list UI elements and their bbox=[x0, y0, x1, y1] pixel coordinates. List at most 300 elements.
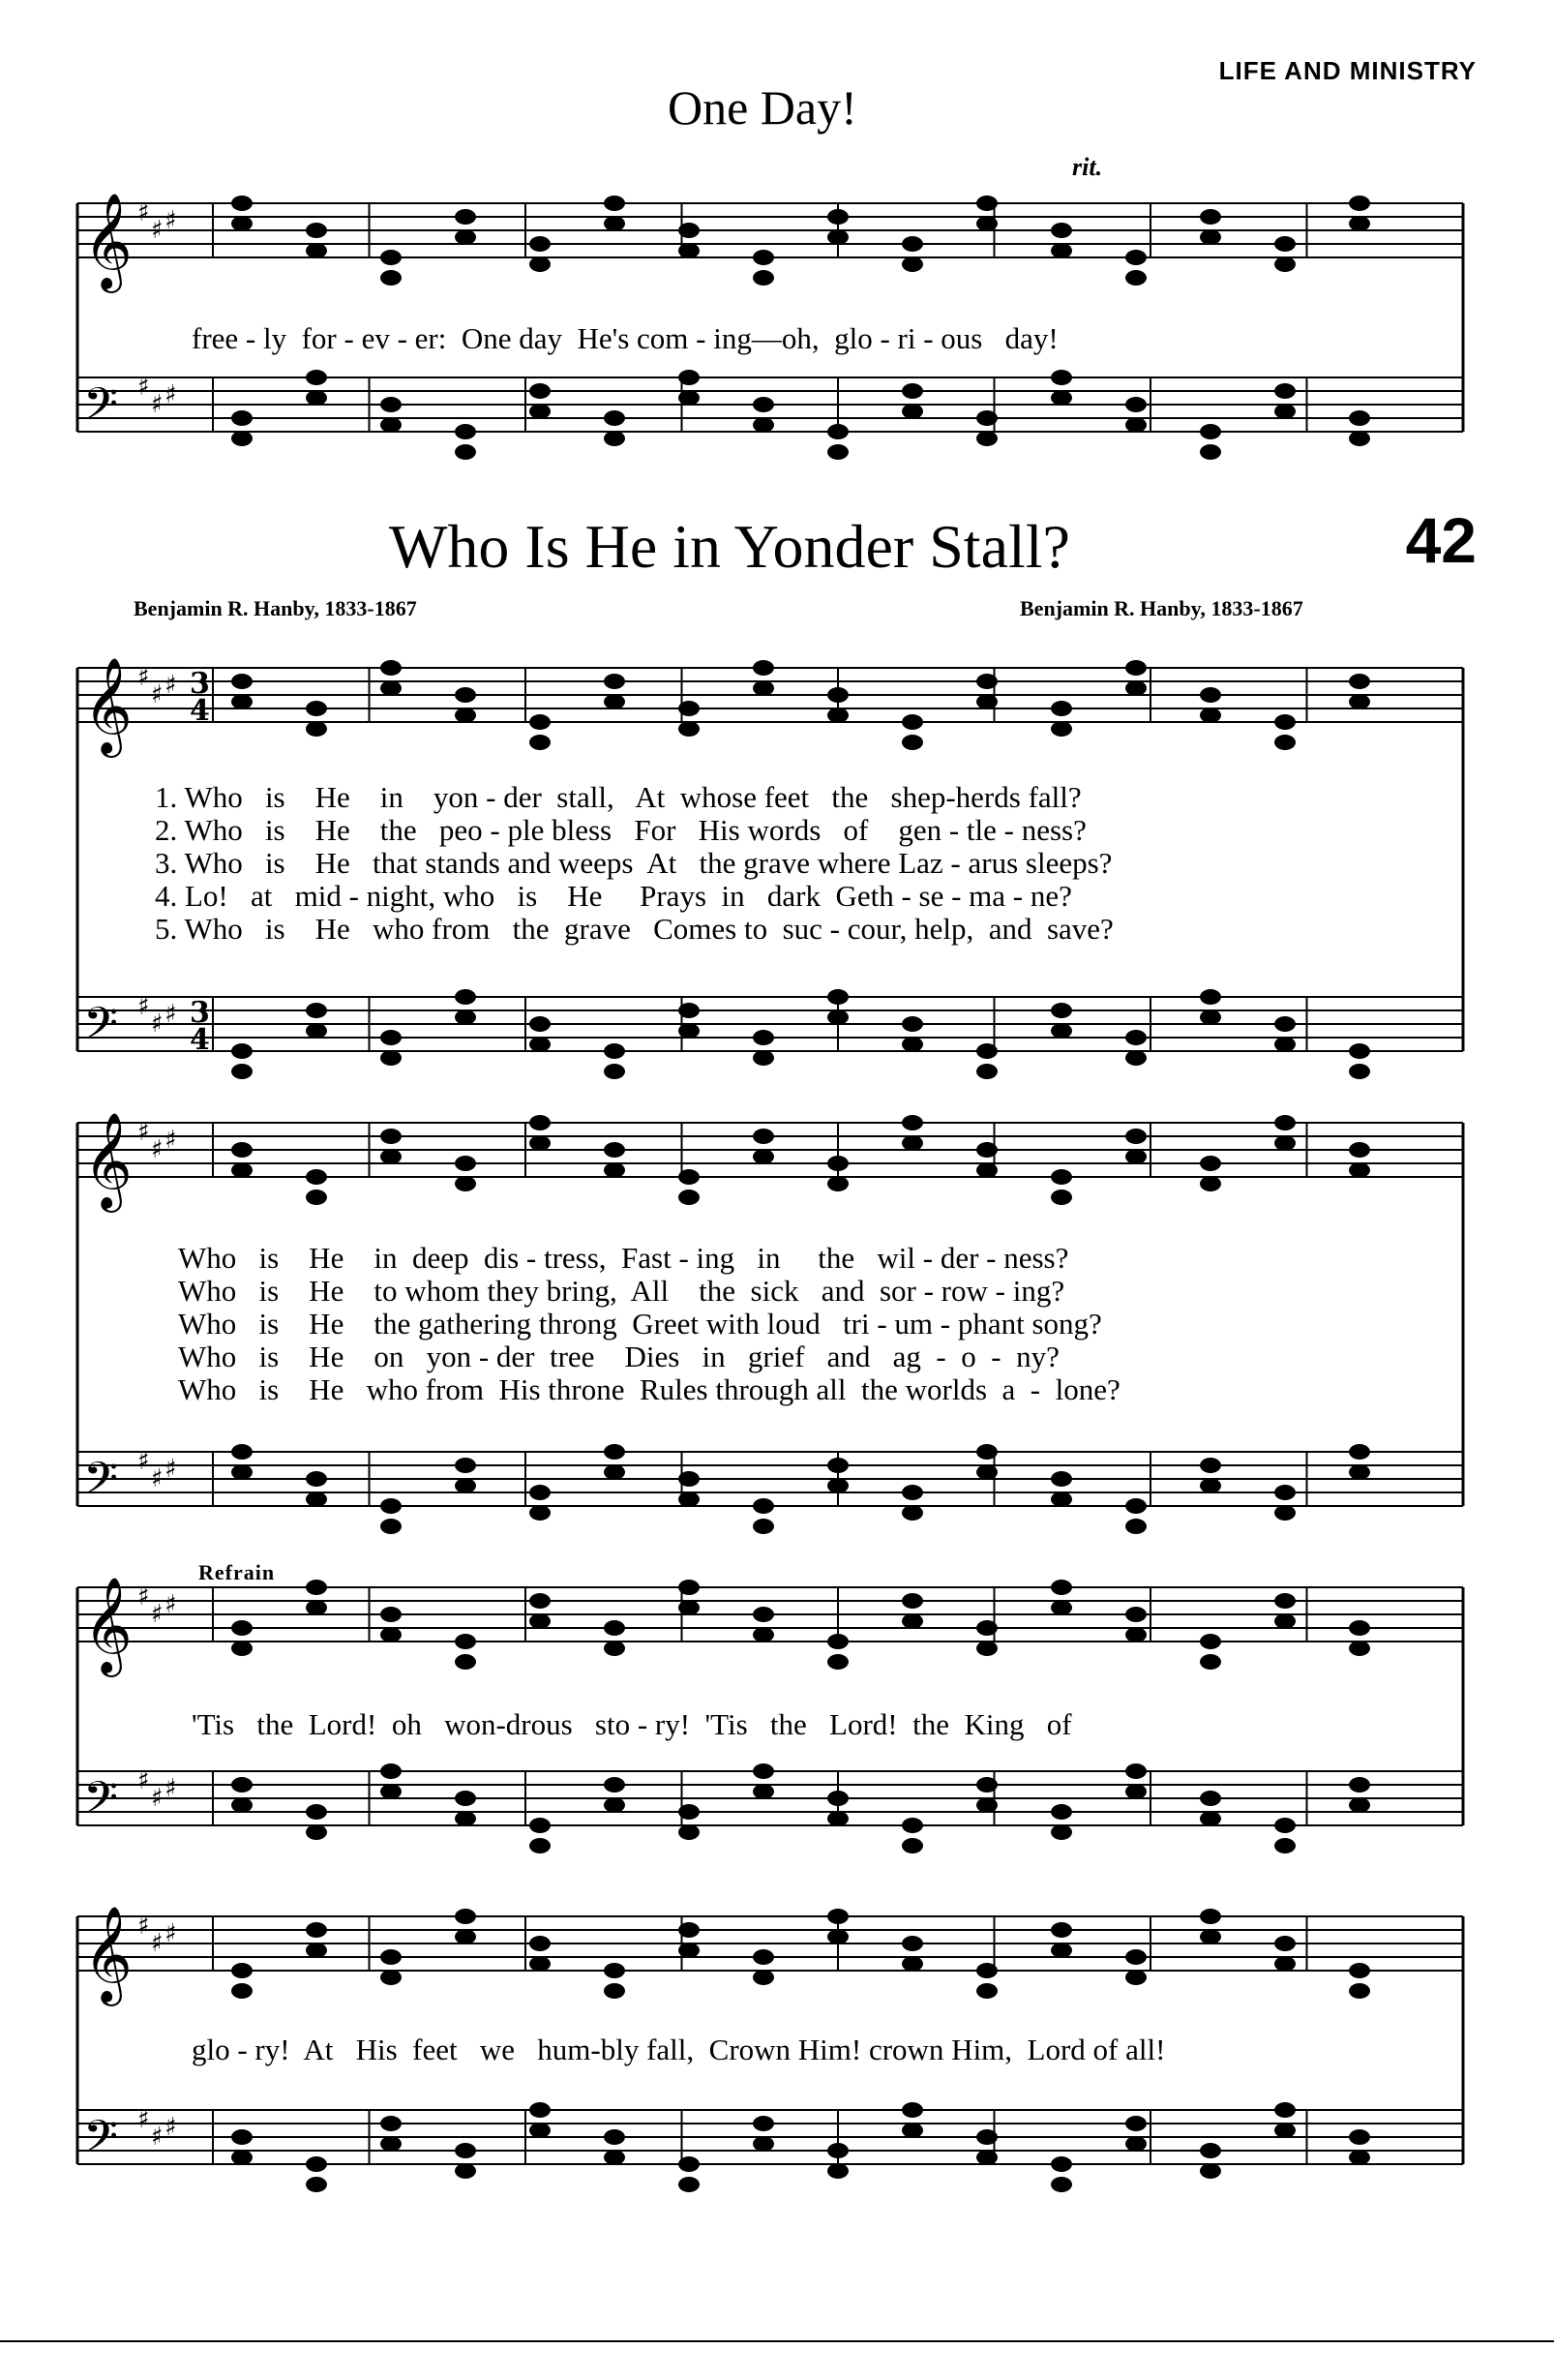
note-head bbox=[1125, 1519, 1147, 1534]
note-head bbox=[1349, 410, 1370, 426]
note-head bbox=[604, 1641, 625, 1656]
note-head bbox=[902, 714, 923, 730]
note-head bbox=[1200, 1791, 1221, 1806]
note-head bbox=[1274, 1818, 1296, 1833]
note-head bbox=[455, 708, 476, 723]
note-head bbox=[1274, 1037, 1296, 1052]
sharp-icon: ♯ bbox=[164, 1000, 177, 1029]
note-head bbox=[678, 223, 700, 238]
note-head bbox=[455, 989, 476, 1005]
note-head bbox=[976, 2129, 998, 2145]
note-head bbox=[380, 1050, 402, 1066]
note-head bbox=[678, 1824, 700, 1840]
note-head bbox=[902, 735, 923, 750]
treble-clef-icon: 𝄞 bbox=[83, 1906, 133, 2003]
note-head bbox=[827, 1654, 849, 1670]
note-head bbox=[231, 1963, 253, 1978]
note-head bbox=[455, 1478, 476, 1493]
note-head bbox=[1274, 735, 1296, 750]
note-head bbox=[604, 2150, 625, 2165]
note-head bbox=[902, 383, 923, 399]
sharp-icon: ♯ bbox=[137, 1766, 150, 1795]
note-head bbox=[753, 2116, 774, 2131]
note-head bbox=[380, 1627, 402, 1642]
note-head bbox=[678, 1491, 700, 1507]
note-head bbox=[604, 1797, 625, 1813]
note-head bbox=[753, 270, 774, 286]
sharp-icon: ♯ bbox=[164, 1919, 177, 1948]
note-head bbox=[455, 1909, 476, 1924]
previous-hymn-title: One Day! bbox=[668, 80, 857, 135]
note-head bbox=[529, 1115, 551, 1130]
note-head bbox=[380, 1784, 402, 1799]
note-head bbox=[678, 1003, 700, 1018]
note-head bbox=[976, 1464, 998, 1480]
note-head bbox=[753, 250, 774, 265]
note-head bbox=[827, 989, 849, 1005]
note-head bbox=[231, 694, 253, 709]
note-head bbox=[902, 1016, 923, 1032]
note-head bbox=[529, 1485, 551, 1500]
note-head bbox=[1349, 1064, 1370, 1079]
note-head bbox=[1200, 1009, 1221, 1025]
note-head bbox=[1125, 1784, 1147, 1799]
note-head bbox=[753, 1129, 774, 1144]
note-head bbox=[976, 1797, 998, 1813]
note-head bbox=[1125, 1970, 1147, 1985]
bass-clef-icon: 𝄢 bbox=[83, 2111, 119, 2174]
note-head bbox=[1200, 1929, 1221, 1944]
note-head bbox=[976, 694, 998, 709]
note-head bbox=[529, 1936, 551, 1951]
note-head bbox=[306, 2156, 327, 2172]
refrain-line-1: 'Tis the Lord! oh won-drous sto - ry! 'Tis the Lord! the King of bbox=[192, 1707, 1072, 1741]
note-head bbox=[1051, 721, 1072, 737]
note-head bbox=[380, 1149, 402, 1164]
note-head bbox=[455, 229, 476, 245]
note-head bbox=[678, 243, 700, 258]
note-head bbox=[1274, 1485, 1296, 1500]
note-head bbox=[753, 417, 774, 433]
note-head bbox=[231, 216, 253, 231]
note-head bbox=[1051, 1804, 1072, 1820]
note-head bbox=[902, 1115, 923, 1130]
note-head bbox=[306, 1580, 327, 1595]
note-head bbox=[902, 1936, 923, 1951]
note-head bbox=[306, 1943, 327, 1958]
sharp-icon: ♯ bbox=[137, 1118, 150, 1147]
note-head bbox=[753, 1498, 774, 1514]
note-head bbox=[529, 1818, 551, 1833]
note-head bbox=[902, 1818, 923, 1833]
bass-clef-icon: 𝄢 bbox=[83, 998, 119, 1061]
note-head bbox=[678, 1922, 700, 1938]
note-head bbox=[380, 1498, 402, 1514]
note-head bbox=[753, 1149, 774, 1164]
note-head bbox=[306, 2177, 327, 2192]
note-head bbox=[1051, 701, 1072, 716]
note-head bbox=[902, 2123, 923, 2138]
note-head bbox=[455, 424, 476, 439]
note-head bbox=[753, 2136, 774, 2152]
note-head bbox=[753, 1970, 774, 1985]
note-head bbox=[231, 1043, 253, 1059]
note-head bbox=[455, 1654, 476, 1670]
note-head bbox=[231, 2129, 253, 2145]
note-head bbox=[455, 1929, 476, 1944]
note-head bbox=[1349, 1641, 1370, 1656]
note-head bbox=[678, 1580, 700, 1595]
note-head bbox=[753, 1030, 774, 1045]
note-head bbox=[902, 1593, 923, 1609]
note-head bbox=[306, 1023, 327, 1039]
note-head bbox=[231, 1641, 253, 1656]
note-head bbox=[976, 1963, 998, 1978]
note-head bbox=[529, 1135, 551, 1151]
note-head bbox=[1051, 370, 1072, 385]
note-head bbox=[231, 1064, 253, 1079]
note-head bbox=[1200, 1156, 1221, 1171]
note-head bbox=[529, 383, 551, 399]
note-head bbox=[604, 216, 625, 231]
note-head bbox=[231, 2150, 253, 2165]
note-head bbox=[1274, 256, 1296, 272]
note-head bbox=[902, 1838, 923, 1853]
treble-clef-icon: 𝄞 bbox=[83, 657, 133, 754]
note-head bbox=[1200, 424, 1221, 439]
note-head bbox=[678, 2177, 700, 2192]
note-head bbox=[1349, 2150, 1370, 2165]
note-head bbox=[1200, 1654, 1221, 1670]
note-head bbox=[827, 1009, 849, 1025]
note-head bbox=[604, 196, 625, 211]
note-head bbox=[1274, 1936, 1296, 1951]
note-head bbox=[455, 1634, 476, 1649]
note-head bbox=[827, 1478, 849, 1493]
note-head bbox=[529, 1956, 551, 1972]
note-head bbox=[455, 1176, 476, 1191]
note-head bbox=[604, 1464, 625, 1480]
time-signature: 3 bbox=[190, 667, 210, 701]
note-head bbox=[1349, 216, 1370, 231]
note-head bbox=[380, 1949, 402, 1965]
note-head bbox=[1200, 444, 1221, 460]
bass-clef-icon: 𝄢 bbox=[83, 1772, 119, 1835]
note-head bbox=[1125, 680, 1147, 696]
note-head bbox=[1051, 223, 1072, 238]
note-head bbox=[753, 1627, 774, 1642]
note-head bbox=[604, 1963, 625, 1978]
note-head bbox=[380, 2136, 402, 2152]
note-head bbox=[1125, 2116, 1147, 2131]
note-head bbox=[380, 417, 402, 433]
note-head bbox=[678, 721, 700, 737]
note-head bbox=[529, 256, 551, 272]
note-head bbox=[1125, 1763, 1147, 1779]
note-head bbox=[380, 2116, 402, 2131]
note-head bbox=[1125, 1129, 1147, 1144]
note-head bbox=[604, 1162, 625, 1178]
note-head bbox=[231, 431, 253, 446]
sharp-icon: ♯ bbox=[137, 198, 150, 227]
note-head bbox=[1200, 687, 1221, 703]
note-head bbox=[604, 1444, 625, 1460]
sharp-icon: ♯ bbox=[151, 1600, 164, 1629]
note-head bbox=[306, 1169, 327, 1185]
note-head bbox=[1125, 1498, 1147, 1514]
note-head bbox=[1051, 243, 1072, 258]
note-head bbox=[1349, 674, 1370, 689]
note-head bbox=[678, 1169, 700, 1185]
note-head bbox=[1349, 1444, 1370, 1460]
tempo-marking: rit. bbox=[1072, 153, 1103, 181]
note-head bbox=[753, 1763, 774, 1779]
note-head bbox=[1349, 1983, 1370, 1999]
note-head bbox=[380, 1519, 402, 1534]
note-head bbox=[1274, 1956, 1296, 1972]
sharp-icon: ♯ bbox=[151, 1464, 164, 1493]
note-head bbox=[1349, 1777, 1370, 1793]
note-head bbox=[1274, 1838, 1296, 1853]
sharp-icon: ♯ bbox=[164, 1126, 177, 1155]
note-head bbox=[1125, 270, 1147, 286]
note-head bbox=[1125, 1627, 1147, 1642]
note-head bbox=[1274, 2102, 1296, 2118]
previous-hymn-lyric: free - ly for - ev - er: One day He's com - ing—oh, glo - ri - ous day! bbox=[192, 321, 1059, 355]
refrain-line-2: glo - ry! At His feet we hum-bly fall, Crown Him! crown Him, Lord of all! bbox=[192, 2033, 1166, 2066]
note-head bbox=[455, 1009, 476, 1025]
note-head bbox=[306, 1922, 327, 1938]
note-head bbox=[1125, 250, 1147, 265]
sharp-icon: ♯ bbox=[164, 206, 177, 235]
note-head bbox=[827, 2143, 849, 2158]
note-head bbox=[902, 1135, 923, 1151]
note-head bbox=[1200, 1176, 1221, 1191]
note-head bbox=[827, 1791, 849, 1806]
note-head bbox=[1200, 1634, 1221, 1649]
note-head bbox=[1200, 708, 1221, 723]
note-head bbox=[380, 660, 402, 676]
note-head bbox=[529, 735, 551, 750]
note-head bbox=[529, 236, 551, 252]
note-head bbox=[306, 701, 327, 716]
note-head bbox=[902, 1037, 923, 1052]
note-head bbox=[678, 390, 700, 406]
note-head bbox=[976, 410, 998, 426]
note-head bbox=[380, 1607, 402, 1622]
note-head bbox=[380, 250, 402, 265]
note-head bbox=[902, 404, 923, 419]
note-head bbox=[976, 1777, 998, 1793]
note-head bbox=[753, 397, 774, 412]
note-head bbox=[1274, 383, 1296, 399]
sharp-icon: ♯ bbox=[151, 216, 164, 245]
note-head bbox=[827, 687, 849, 703]
note-head bbox=[902, 1956, 923, 1972]
note-head bbox=[1051, 2156, 1072, 2172]
verse2-line-3: Who is He the gathering throng Greet with loud tri - um - phant song? bbox=[178, 1307, 1102, 1341]
note-head bbox=[455, 1791, 476, 1806]
note-head bbox=[753, 1519, 774, 1534]
note-head bbox=[1200, 2163, 1221, 2179]
note-head bbox=[678, 1023, 700, 1039]
note-head bbox=[604, 2129, 625, 2145]
note-head bbox=[1051, 1600, 1072, 1615]
clef-and-key-symbols bbox=[83, 193, 210, 2174]
note-head bbox=[604, 1777, 625, 1793]
note-head bbox=[827, 229, 849, 245]
note-head bbox=[678, 1190, 700, 1205]
time-signature: 3 bbox=[190, 996, 210, 1030]
note-head bbox=[306, 1471, 327, 1487]
note-head bbox=[604, 431, 625, 446]
note-head bbox=[1200, 1909, 1221, 1924]
note-head bbox=[1274, 236, 1296, 252]
note-head bbox=[604, 1142, 625, 1158]
note-head bbox=[231, 1142, 253, 1158]
note-head bbox=[231, 196, 253, 211]
note-head bbox=[231, 410, 253, 426]
note-head bbox=[1125, 660, 1147, 676]
sharp-icon: ♯ bbox=[151, 680, 164, 709]
note-head bbox=[827, 1929, 849, 1944]
note-head bbox=[1125, 2136, 1147, 2152]
verse-line-2: 2. Who is He the peo - ple bless For His words of gen - tle - ness? bbox=[155, 813, 1087, 847]
note-head bbox=[380, 1129, 402, 1144]
note-head bbox=[1051, 1580, 1072, 1595]
note-head bbox=[306, 243, 327, 258]
note-head bbox=[1349, 1142, 1370, 1158]
sharp-icon: ♯ bbox=[137, 1447, 150, 1476]
note-head bbox=[529, 1838, 551, 1853]
note-head bbox=[1274, 714, 1296, 730]
note-head bbox=[678, 370, 700, 385]
note-head bbox=[976, 1641, 998, 1656]
note-head bbox=[976, 1162, 998, 1178]
verse2-line-1: Who is He in deep dis - tress, Fast - ing in the wil - der - ness? bbox=[178, 1241, 1069, 1275]
note-head bbox=[1274, 2123, 1296, 2138]
note-head bbox=[306, 1824, 327, 1840]
sharp-icon: ♯ bbox=[151, 2123, 164, 2152]
note-head bbox=[604, 1064, 625, 1079]
note-head bbox=[529, 1613, 551, 1629]
note-head bbox=[529, 2102, 551, 2118]
note-head bbox=[827, 2163, 849, 2179]
note-head bbox=[976, 1043, 998, 1059]
note-head bbox=[1349, 1797, 1370, 1813]
note-head bbox=[678, 1804, 700, 1820]
refrain-label: Refrain bbox=[198, 1560, 276, 1584]
note-head bbox=[604, 1983, 625, 1999]
sharp-icon: ♯ bbox=[164, 1590, 177, 1619]
sharp-icon: ♯ bbox=[151, 1009, 164, 1039]
hymn-title: Who Is He in Yonder Stall? bbox=[389, 512, 1070, 581]
note-head bbox=[902, 2102, 923, 2118]
note-head bbox=[827, 424, 849, 439]
note-head bbox=[1125, 1030, 1147, 1045]
note-head bbox=[976, 216, 998, 231]
note-head bbox=[827, 1176, 849, 1191]
note-head bbox=[1349, 1963, 1370, 1978]
verse2-line-5: Who is He who from His throne Rules through all the worlds a - lone? bbox=[178, 1372, 1121, 1406]
note-head bbox=[1349, 1464, 1370, 1480]
note-head bbox=[231, 1797, 253, 1813]
sharp-icon: ♯ bbox=[164, 1455, 177, 1484]
sharp-icon: ♯ bbox=[164, 671, 177, 700]
note-head bbox=[1349, 2129, 1370, 2145]
note-head bbox=[380, 1030, 402, 1045]
sharp-icon: ♯ bbox=[164, 2113, 177, 2142]
note-head bbox=[827, 1458, 849, 1473]
note-head bbox=[753, 1949, 774, 1965]
note-head bbox=[1051, 1824, 1072, 1840]
note-head bbox=[753, 660, 774, 676]
verse-line-1: 1. Who is He in yon - der stall, At whose feet the shep-herds fall? bbox=[155, 780, 1082, 814]
verse-line-3: 3. Who is He that stands and weeps At the grave where Laz - arus sleeps? bbox=[155, 846, 1113, 880]
note-head bbox=[1200, 209, 1221, 225]
note-head bbox=[1274, 1016, 1296, 1032]
note-head bbox=[976, 196, 998, 211]
note-head bbox=[1349, 196, 1370, 211]
note-head bbox=[455, 1811, 476, 1826]
note-head bbox=[604, 1043, 625, 1059]
sharp-icon: ♯ bbox=[137, 992, 150, 1021]
note-head bbox=[306, 1190, 327, 1205]
words-credit: Benjamin R. Hanby, 1833-1867 bbox=[134, 596, 417, 620]
note-head bbox=[529, 1593, 551, 1609]
note-head bbox=[976, 431, 998, 446]
note-head bbox=[1349, 1043, 1370, 1059]
note-head bbox=[455, 209, 476, 225]
note-head bbox=[1274, 1613, 1296, 1629]
music-credit: Benjamin R. Hanby, 1833-1867 bbox=[1020, 596, 1303, 620]
sharp-icon: ♯ bbox=[164, 380, 177, 409]
note-head bbox=[380, 1763, 402, 1779]
note-head bbox=[1125, 1949, 1147, 1965]
note-head bbox=[455, 687, 476, 703]
note-head bbox=[529, 714, 551, 730]
note-head bbox=[306, 1491, 327, 1507]
note-head bbox=[306, 1600, 327, 1615]
sharp-icon: ♯ bbox=[151, 1135, 164, 1164]
note-head bbox=[753, 1784, 774, 1799]
note-head bbox=[1051, 390, 1072, 406]
note-head bbox=[529, 2123, 551, 2138]
sharp-icon: ♯ bbox=[137, 373, 150, 402]
note-head bbox=[1200, 229, 1221, 245]
note-head bbox=[231, 674, 253, 689]
sharp-icon: ♯ bbox=[137, 1912, 150, 1941]
time-signature: 4 bbox=[190, 1023, 210, 1057]
note-head bbox=[827, 1811, 849, 1826]
note-head bbox=[902, 1485, 923, 1500]
note-head bbox=[976, 1620, 998, 1636]
note-head bbox=[827, 209, 849, 225]
note-head bbox=[1200, 1811, 1221, 1826]
note-head bbox=[1349, 431, 1370, 446]
note-head bbox=[1125, 1607, 1147, 1622]
note-head bbox=[1051, 2177, 1072, 2192]
note-head bbox=[678, 1600, 700, 1615]
note-head bbox=[1125, 397, 1147, 412]
note-head bbox=[976, 1444, 998, 1460]
note-head bbox=[1051, 1491, 1072, 1507]
note-head bbox=[1200, 2143, 1221, 2158]
note-head bbox=[1349, 1162, 1370, 1178]
note-head bbox=[678, 1943, 700, 1958]
note-head bbox=[604, 410, 625, 426]
note-head bbox=[1051, 1023, 1072, 1039]
